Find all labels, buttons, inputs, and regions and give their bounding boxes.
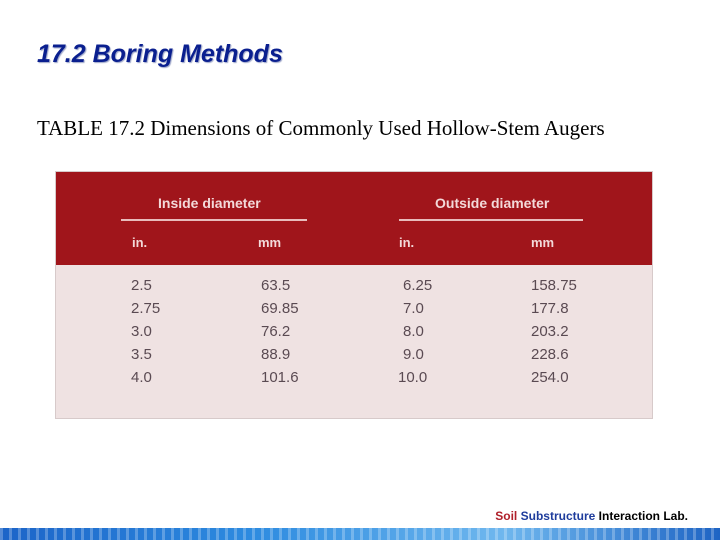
footer-bar	[0, 528, 720, 540]
table-cell: 158.75	[531, 277, 577, 294]
lab-name-substructure: Substructure	[520, 509, 596, 523]
table-cell: 203.2	[531, 323, 569, 340]
table-caption: TABLE 17.2 Dimensions of Commonly Used Hollow-Stem Augers	[37, 116, 605, 140]
lab-name	[495, 509, 688, 523]
table-cell: 6.25	[403, 277, 433, 294]
slide-title: 17.2 Boring Methods	[37, 40, 283, 68]
lab-name-soil: Soil	[495, 509, 518, 523]
table-cell: 9.0	[403, 346, 424, 363]
lab-name-rest: Interaction Lab.	[598, 509, 688, 523]
inside-in-header: in.	[132, 235, 148, 250]
auger-dimensions-table	[55, 171, 653, 419]
inside-mm-header: mm	[258, 235, 282, 250]
inside-diameter-header: Inside diameter	[158, 195, 261, 211]
table-cell: 7.0	[403, 300, 424, 317]
table-cell: 101.6	[261, 369, 299, 386]
table-cell: 3.0	[131, 323, 152, 340]
table-cell: 228.6	[531, 346, 569, 363]
table-cell: 10.0	[398, 369, 428, 386]
table-cell: 8.0	[403, 323, 424, 340]
table-cell: 177.8	[531, 300, 569, 317]
table-cell: 76.2	[261, 323, 291, 340]
outside-mm-header: mm	[531, 235, 555, 250]
table-cell: 4.0	[131, 369, 152, 386]
outside-diameter-header: Outside diameter	[435, 195, 550, 211]
outside-in-header: in.	[399, 235, 415, 250]
table-cell: 88.9	[261, 346, 291, 363]
table-cell: 2.5	[131, 277, 152, 294]
table-cell: 3.5	[131, 346, 152, 363]
table-cell: 69.85	[261, 300, 299, 317]
table-cell: 2.75	[131, 300, 161, 317]
table-cell: 254.0	[531, 369, 569, 386]
table-cell: 63.5	[261, 277, 291, 294]
table-frame	[55, 171, 653, 419]
